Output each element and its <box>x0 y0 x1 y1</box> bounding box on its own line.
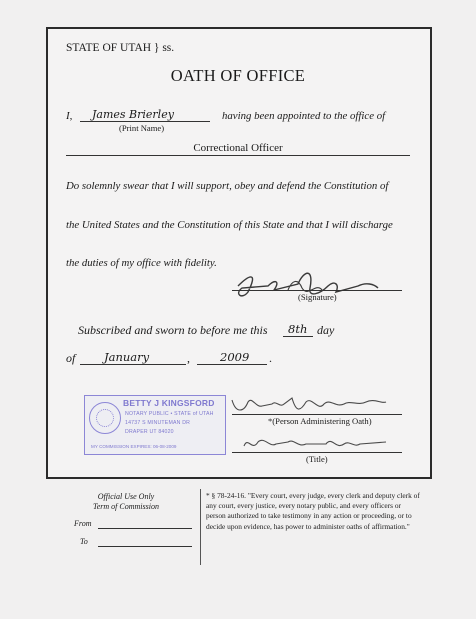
term-of-commission-heading: Term of Commission <box>93 502 159 511</box>
statute-text: * § 78-24-16. "Every court, every judge, every clerk and deputy clerk of any court, every justice, every notary public, and every officers or person authorized to take testimony in any action or proceeding, or to decide upon evidence, has power to administer oaths of affirmation." <box>206 491 420 531</box>
official-use-heading: Official Use Only <box>97 492 155 501</box>
from-line <box>98 528 192 529</box>
signature-line <box>232 290 402 291</box>
month-value: January <box>104 350 150 364</box>
signature-caption: (Signature) <box>298 292 337 302</box>
stamp-line-3: DRAPER UT 84020 <box>125 429 174 435</box>
day-value: 8th <box>288 322 308 336</box>
year-value: 2009 <box>220 350 250 364</box>
month-line <box>80 364 186 365</box>
day-label: day <box>317 323 335 337</box>
office-title: Correctional Officer <box>193 142 283 154</box>
print-name-value: James Brierley <box>92 108 174 121</box>
office-line <box>66 155 410 156</box>
to-label: To <box>80 537 88 546</box>
page-title: OATH OF OFFICE <box>170 66 306 85</box>
title-caption: (Title) <box>306 454 328 464</box>
oath-line-2: the United States and the Constitution of this State and that I will discharge <box>66 219 393 231</box>
i-label: I, <box>66 110 73 122</box>
notary-stamp <box>84 395 226 455</box>
state-seal-icon <box>89 402 121 434</box>
administering-line <box>232 414 402 415</box>
oath-line-1: Do solemnly swear that I will support, obey and defend the Constitution of <box>66 180 389 192</box>
vertical-divider <box>200 489 201 565</box>
print-name-caption: (Print Name) <box>119 123 165 133</box>
appointed-text: having been appointed to the office of <box>222 110 386 122</box>
stamp-name: BETTY J KINGSFORD <box>123 398 215 408</box>
year-line <box>197 364 267 365</box>
stamp-line-2: 14737 S MINUTEMAN DR <box>125 420 191 426</box>
month-comma: , <box>187 351 190 365</box>
from-label: From <box>74 519 92 528</box>
to-line <box>98 546 192 547</box>
stamp-line-1: NOTARY PUBLIC • STATE of UTAH <box>125 411 214 417</box>
title-line <box>232 452 402 453</box>
print-name-line <box>80 121 210 122</box>
subscribed-text: Subscribed and sworn to before me this <box>78 323 268 337</box>
state-label: STATE OF UTAH } ss. <box>66 42 175 54</box>
of-label: of <box>66 351 76 365</box>
stamp-expiration: MY COMMISSION EXPIRES: 06-08-2009 <box>91 444 177 449</box>
administering-caption: *(Person Administering Oath) <box>268 416 372 426</box>
year-period: . <box>269 351 272 365</box>
day-line <box>283 336 313 337</box>
oath-line-3: the duties of my office with fidelity. <box>66 257 217 269</box>
